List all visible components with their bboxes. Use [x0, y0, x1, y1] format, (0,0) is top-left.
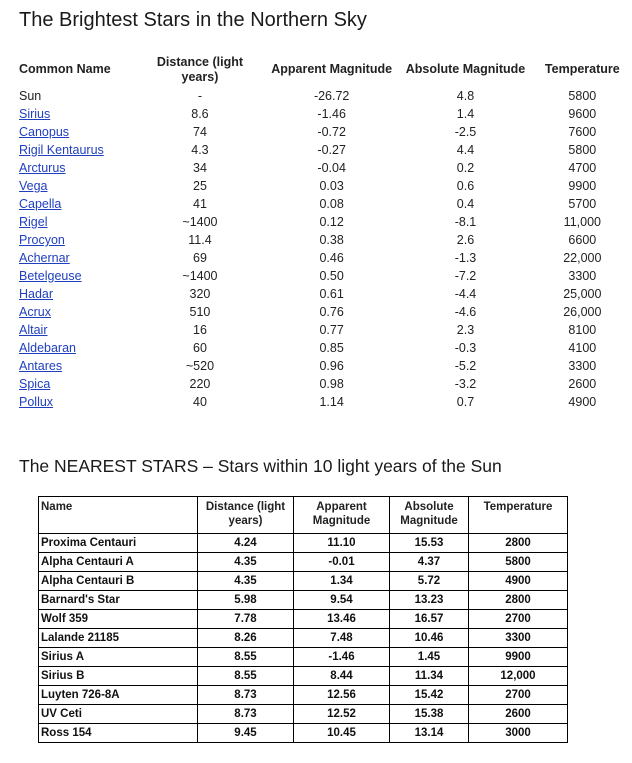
- apparent-magnitude-cell: 0.96: [319, 359, 344, 373]
- apparent-magnitude-cell: 1.14: [319, 395, 344, 409]
- table-row: [39, 724, 568, 743]
- absolute-magnitude-cell: 4.4: [456, 143, 475, 157]
- col-header-distance: Distance (light years): [156, 54, 244, 84]
- distance-cell: 4.3: [191, 143, 209, 157]
- apparent-magnitude-cell: -0.27: [317, 143, 346, 157]
- apparent-magnitude-cell: 0.46: [319, 251, 344, 265]
- star-name-cell: Barnard's Star: [39, 591, 198, 610]
- temperature-cell: 9600: [568, 107, 597, 121]
- distance-cell: 4.35: [198, 553, 294, 572]
- table-row: [39, 686, 568, 705]
- apparent-magnitude-cell: -1.46: [294, 648, 390, 667]
- temperature-cell: 7600: [568, 125, 597, 139]
- nearest-stars-table: [38, 496, 568, 743]
- temperature-cell: 22,000: [563, 251, 602, 265]
- distance-cell: 4.24: [198, 534, 294, 553]
- col-header-distance: Distance (light years): [198, 497, 294, 534]
- star-link[interactable]: Altair: [19, 323, 48, 337]
- table-row: [39, 705, 568, 724]
- star-name-cell: [15, 105, 135, 123]
- table-row: [39, 629, 568, 648]
- temperature-cell: 5700: [568, 197, 597, 211]
- distance-cell: 510: [189, 305, 211, 319]
- absolute-magnitude-cell: 15.42: [390, 686, 469, 705]
- star-name-cell: Alpha Centauri A: [39, 553, 198, 572]
- table-row: [39, 534, 568, 553]
- table-header-row: [15, 52, 632, 87]
- star-link[interactable]: Sirius: [19, 107, 51, 121]
- temperature-cell: 5800: [469, 553, 568, 572]
- distance-cell: 34: [193, 161, 207, 175]
- table-row: [15, 159, 632, 177]
- temperature-cell: 4700: [568, 161, 597, 175]
- apparent-magnitude-cell: 12.52: [294, 705, 390, 724]
- table-row: [15, 195, 632, 213]
- table-row: [15, 105, 632, 123]
- distance-cell: 8.6: [191, 107, 209, 121]
- star-link[interactable]: Rigel: [19, 215, 48, 229]
- absolute-magnitude-cell: 5.72: [390, 572, 469, 591]
- star-name-cell: Alpha Centauri B: [39, 572, 198, 591]
- distance-cell: 74: [193, 125, 207, 139]
- apparent-magnitude-cell: -0.72: [317, 125, 346, 139]
- star-link[interactable]: Betelgeuse: [19, 269, 82, 283]
- temperature-cell: 25,000: [563, 287, 602, 301]
- distance-cell: ~1400: [182, 269, 218, 283]
- distance-cell: 8.55: [198, 667, 294, 686]
- star-name-cell: [15, 159, 135, 177]
- absolute-magnitude-cell: 1.4: [456, 107, 475, 121]
- temperature-cell: 9900: [568, 179, 597, 193]
- absolute-magnitude-cell: 15.38: [390, 705, 469, 724]
- apparent-magnitude-cell: 0.76: [319, 305, 344, 319]
- absolute-magnitude-cell: -1.3: [454, 251, 477, 265]
- star-name-cell: [15, 339, 135, 357]
- apparent-magnitude-cell: 0.98: [319, 377, 344, 391]
- apparent-magnitude-cell: -0.01: [294, 553, 390, 572]
- col-header-absolute: Absolute Magnitude: [405, 62, 526, 76]
- distance-cell: 16: [193, 323, 207, 337]
- apparent-magnitude-cell: 0.03: [319, 179, 344, 193]
- distance-cell: 8.55: [198, 648, 294, 667]
- col-header-name: Common Name: [19, 62, 111, 76]
- absolute-magnitude-cell: -5.2: [454, 359, 477, 373]
- star-link[interactable]: Spica: [19, 377, 51, 391]
- star-name-cell: Sun: [19, 89, 42, 103]
- star-link[interactable]: Capella: [19, 197, 62, 211]
- temperature-cell: 5800: [568, 89, 597, 103]
- distance-cell: -: [197, 89, 203, 103]
- apparent-magnitude-cell: 8.44: [294, 667, 390, 686]
- star-name-cell: [15, 357, 135, 375]
- col-header-absolute: Absolute Magnitude: [390, 497, 469, 534]
- absolute-magnitude-cell: 1.45: [390, 648, 469, 667]
- absolute-magnitude-cell: 4.37: [390, 553, 469, 572]
- table-row: [15, 249, 632, 267]
- temperature-cell: 3300: [568, 269, 597, 283]
- temperature-cell: 9900: [469, 648, 568, 667]
- col-header-temperature: Temperature: [469, 497, 568, 534]
- star-name-cell: [15, 231, 135, 249]
- apparent-magnitude-cell: 7.48: [294, 629, 390, 648]
- absolute-magnitude-cell: -3.2: [454, 377, 477, 391]
- temperature-cell: 8100: [568, 323, 597, 337]
- apparent-magnitude-cell: 9.54: [294, 591, 390, 610]
- star-name-cell: [15, 321, 135, 339]
- distance-cell: 11.4: [188, 233, 212, 247]
- table-row: [15, 123, 632, 141]
- star-link[interactable]: Aldebaran: [19, 341, 76, 355]
- star-link[interactable]: Vega: [19, 179, 48, 193]
- distance-cell: ~1400: [182, 215, 218, 229]
- distance-cell: 60: [193, 341, 207, 355]
- temperature-cell: 2800: [469, 591, 568, 610]
- temperature-cell: 2800: [469, 534, 568, 553]
- star-name-cell: Lalande 21185: [39, 629, 198, 648]
- apparent-magnitude-cell: -0.04: [317, 161, 346, 175]
- col-header-apparent: Apparent Magnitude: [271, 62, 393, 76]
- absolute-magnitude-cell: 15.53: [390, 534, 469, 553]
- absolute-magnitude-cell: -2.5: [454, 125, 477, 139]
- absolute-magnitude-cell: 2.3: [456, 323, 475, 337]
- table-row: [15, 267, 632, 285]
- table-row: [39, 591, 568, 610]
- table-row: [15, 303, 632, 321]
- apparent-magnitude-cell: -1.46: [317, 107, 346, 121]
- table-row: [15, 339, 632, 357]
- table-row: [15, 177, 632, 195]
- absolute-magnitude-cell: 16.57: [390, 610, 469, 629]
- nearest-stars-body: [39, 534, 568, 743]
- table-row: [39, 648, 568, 667]
- apparent-magnitude-cell: 0.38: [319, 233, 344, 247]
- star-name-cell: [15, 285, 135, 303]
- star-name-cell: [15, 303, 135, 321]
- distance-cell: 4.35: [198, 572, 294, 591]
- star-name-cell: [15, 267, 135, 285]
- star-name-cell: [15, 177, 135, 195]
- temperature-cell: 11,000: [563, 215, 601, 229]
- table-row: [15, 213, 632, 231]
- table-row: [15, 231, 632, 249]
- absolute-magnitude-cell: 0.6: [456, 179, 475, 193]
- table-row: [15, 87, 632, 105]
- distance-cell: 41: [193, 197, 207, 211]
- apparent-magnitude-cell: 1.34: [294, 572, 390, 591]
- star-name-cell: Sirius B: [39, 667, 198, 686]
- absolute-magnitude-cell: 2.6: [456, 233, 475, 247]
- apparent-magnitude-cell: 13.46: [294, 610, 390, 629]
- table-row: [15, 141, 632, 159]
- absolute-magnitude-cell: 13.14: [390, 724, 469, 743]
- absolute-magnitude-cell: -4.4: [454, 287, 477, 301]
- star-link[interactable]: Acrux: [19, 305, 51, 319]
- apparent-magnitude-cell: 12.56: [294, 686, 390, 705]
- temperature-cell: 5800: [568, 143, 597, 157]
- star-name-cell: [15, 393, 135, 411]
- star-name-cell: [15, 213, 135, 231]
- table-row: [39, 572, 568, 591]
- col-header-temperature: Temperature: [544, 62, 620, 76]
- apparent-magnitude-cell: 0.12: [319, 215, 344, 229]
- apparent-magnitude-cell: 11.10: [294, 534, 390, 553]
- temperature-cell: 3000: [469, 724, 568, 743]
- temperature-cell: 3300: [568, 359, 597, 373]
- apparent-magnitude-cell: 0.61: [319, 287, 344, 301]
- absolute-magnitude-cell: 4.8: [456, 89, 475, 103]
- distance-cell: 220: [189, 377, 211, 391]
- absolute-magnitude-cell: -8.1: [454, 215, 477, 229]
- star-name-cell: [15, 141, 135, 159]
- absolute-magnitude-cell: 0.7: [456, 395, 475, 409]
- absolute-magnitude-cell: -4.6: [454, 305, 477, 319]
- star-link[interactable]: Antares: [19, 359, 63, 373]
- absolute-magnitude-cell: 11.34: [390, 667, 469, 686]
- apparent-magnitude-cell: 0.85: [319, 341, 344, 355]
- apparent-magnitude-cell: 0.08: [319, 197, 344, 211]
- absolute-magnitude-cell: 10.46: [390, 629, 469, 648]
- apparent-magnitude-cell: 0.77: [319, 323, 344, 337]
- star-link[interactable]: Canopus: [19, 125, 70, 139]
- absolute-magnitude-cell: -0.3: [454, 341, 477, 355]
- apparent-magnitude-cell: 0.50: [319, 269, 344, 283]
- star-name-cell: [15, 249, 135, 267]
- table-row: [39, 553, 568, 572]
- absolute-magnitude-cell: 0.2: [456, 161, 475, 175]
- brightest-stars-body: [15, 87, 632, 411]
- temperature-cell: 2700: [469, 686, 568, 705]
- distance-cell: 8.26: [198, 629, 294, 648]
- temperature-cell: 3300: [469, 629, 568, 648]
- distance-cell: 5.98: [198, 591, 294, 610]
- table-row: [15, 321, 632, 339]
- apparent-magnitude-cell: 10.45: [294, 724, 390, 743]
- star-name-cell: Proxima Centauri: [39, 534, 198, 553]
- apparent-magnitude-cell: -26.72: [313, 89, 350, 103]
- table-header-row: [39, 497, 568, 534]
- star-name-cell: [15, 375, 135, 393]
- star-name-cell: UV Ceti: [39, 705, 198, 724]
- temperature-cell: 4900: [568, 395, 597, 409]
- star-link[interactable]: Procyon: [19, 233, 65, 247]
- temperature-cell: 2600: [568, 377, 597, 391]
- star-link[interactable]: Hadar: [19, 287, 54, 301]
- temperature-cell: 6600: [568, 233, 597, 247]
- temperature-cell: 2600: [469, 705, 568, 724]
- star-link[interactable]: Arcturus: [19, 161, 66, 175]
- distance-cell: 9.45: [198, 724, 294, 743]
- star-name-cell: Luyten 726-8A: [39, 686, 198, 705]
- distance-cell: 8.73: [198, 705, 294, 724]
- absolute-magnitude-cell: -7.2: [454, 269, 477, 283]
- nearest-stars-title: The NEAREST STARS – Stars within 10 light years of the Sun: [19, 456, 502, 476]
- distance-cell: ~520: [185, 359, 215, 373]
- brightest-stars-table: [15, 52, 632, 411]
- table-row: [15, 357, 632, 375]
- star-name-cell: Sirius A: [39, 648, 198, 667]
- distance-cell: 40: [193, 395, 207, 409]
- table-row: [39, 667, 568, 686]
- temperature-cell: 2700: [469, 610, 568, 629]
- star-name-cell: [15, 123, 135, 141]
- table-row: [15, 375, 632, 393]
- table-row: [15, 393, 632, 411]
- col-header-name: Name: [39, 497, 198, 534]
- temperature-cell: 4900: [469, 572, 568, 591]
- distance-cell: 320: [189, 287, 211, 301]
- star-link[interactable]: Pollux: [19, 395, 54, 409]
- distance-cell: 69: [193, 251, 207, 265]
- distance-cell: 7.78: [198, 610, 294, 629]
- star-name-cell: Wolf 359: [39, 610, 198, 629]
- star-link[interactable]: Achernar: [19, 251, 70, 265]
- temperature-cell: 26,000: [563, 305, 602, 319]
- northern-sky-title: The Brightest Stars in the Northern Sky: [19, 9, 367, 31]
- star-link[interactable]: Rigil Kentaurus: [19, 143, 104, 157]
- temperature-cell: 4100: [568, 341, 597, 355]
- star-name-cell: [15, 195, 135, 213]
- absolute-magnitude-cell: 13.23: [390, 591, 469, 610]
- star-name-cell: Ross 154: [39, 724, 198, 743]
- absolute-magnitude-cell: 0.4: [456, 197, 475, 211]
- distance-cell: 8.73: [198, 686, 294, 705]
- temperature-cell: 12,000: [469, 667, 568, 686]
- table-row: [15, 285, 632, 303]
- table-row: [39, 610, 568, 629]
- distance-cell: 25: [193, 179, 207, 193]
- col-header-apparent: Apparent Magnitude: [294, 497, 390, 534]
